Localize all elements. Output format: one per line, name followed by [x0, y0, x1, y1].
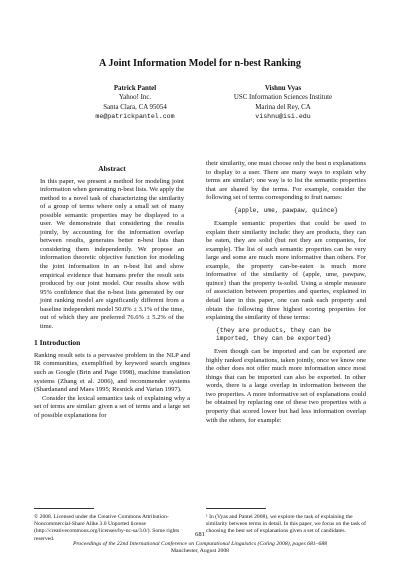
- intro-paragraph: Consider the lexical semantics task of explaining why a set of terms are similar: given a set of terms and a large set of possible explanations for: [34, 394, 190, 419]
- footnote-divider: [206, 508, 266, 509]
- author-name: Patrick Pantel: [113, 85, 157, 92]
- author-block-1: [50, 84, 220, 122]
- page-number: 681: [195, 531, 205, 538]
- example-line: imported, they can be exported}: [216, 334, 332, 342]
- right-column: [206, 160, 366, 425]
- intro-paragraph: Ranking result sets is a pervasive problem in the NLP and IR communities, exemplified by keyword search engines such as Google (Brin and Page 1998), machine translation systems (Zhang et al. 2006), and recommender systems (Shardanand and Maes 1995; Resnick and Varian 1997).: [34, 351, 190, 394]
- footnote-divider: [34, 508, 94, 509]
- paper-title: A Joint Information Model for n-best Ranking: [99, 58, 301, 69]
- body-paragraph: Even though can be imported and can be exported are highly ranked explanations, taken jointly, once we know one the other does not offer much more information since most things that can be imported can also be exported. In other words, there is a large overlap in information between the two properties. A more informative set of explanations could be obtained by replacing one of these two properties with a property that scored lower but had less information overlap with the others, for example:: [206, 348, 366, 424]
- author-email: vishnu@isi.edu: [255, 113, 311, 121]
- example-property-set: [206, 327, 366, 344]
- abstract-heading: Abstract: [98, 164, 126, 173]
- intro-heading: 1 Introduction: [34, 338, 81, 348]
- body-paragraph: Example semantic properties that could be used to explain their similarity include: they are products, they can be eaten, they are solid (but not they are companies, for example). The list of such semantic properties can be very large and some are much more informative than others. For example, the property can-be-eaten is much more informative of the similarity of {apple, ume, pawpaw, quince} than the property is-solid. Using a simple measure of association between properties and queries, explained in detail later in this paper, one can rank each property and obtain the following three highest scoring properties for explaining the similarity of these terms:: [206, 220, 366, 322]
- proceedings-line: Proceedings of the 22nd International Conference on Computational Linguistics (Coling 2008), pages 681–688: [72, 541, 328, 547]
- abstract-text: In this paper, we present a method for modeling joint information when generating n-best lists. We apply the method to a novel task of characterizing the similarity of a group of terms where only a small set of many possible semantic properties may be displayed to a user. We demonstrate that considering the results jointly, by accounting for the information overlap between results, generates better n-best lists than considering them independently. We propose an information theoretic objective function for modeling the joint information in an n-best list and show empirical evidence that humans prefer the result sets produced by our joint model. Our results show with 95% confidence that the n-best lists generated by our joint ranking model are significantly different from a baseline independent model 50.0% ± 3.1% of the time, out of which they are preferred 76.6% ± 5.2% of the time.: [40, 177, 184, 330]
- venue-line: Manchester, August 2008: [170, 548, 230, 555]
- author-affiliation: Yahoo! Inc.: [118, 94, 152, 102]
- left-column: [34, 165, 190, 420]
- body-paragraph: their similarity, one must choose only the best n explanations to display to a user. There are many ways to explain why terms are similar¹; one way is to list the semantic properties that are shared by the terms. For example, consider the following set of terms corresponding to fruit names:: [206, 160, 366, 202]
- author-location: Santa Clara, CA 95054: [103, 103, 167, 111]
- author-email: me@patrickpantel.com: [95, 113, 175, 121]
- author-affiliation: USC Information Sciences Institute: [233, 94, 333, 102]
- license-footnote: © 2008. Licensed under the Creative Commons Attribution-Noncommercial-Share Alike 3.0 Unported license (http://creativecommons.org/licenses/by-nc-sa/3.0/). Some rights reserved.: [34, 514, 180, 542]
- footnote: ¹ In (Vyas and Pantel 2008), we explore the task of explaining the similarity between terms in detail. In this paper, we focus on the task of choosing the best set of explanations given a set of candidates.: [206, 514, 366, 535]
- example-term-set: {apple, ume, pawpaw, quince}: [234, 206, 338, 214]
- author-location: Marina del Rey, CA: [255, 103, 311, 111]
- author-block-2: [198, 84, 368, 122]
- example-line: {they are products, they can be: [216, 326, 332, 334]
- proceedings-footer: [0, 541, 400, 556]
- author-name: Vishnu Vyas: [264, 85, 302, 92]
